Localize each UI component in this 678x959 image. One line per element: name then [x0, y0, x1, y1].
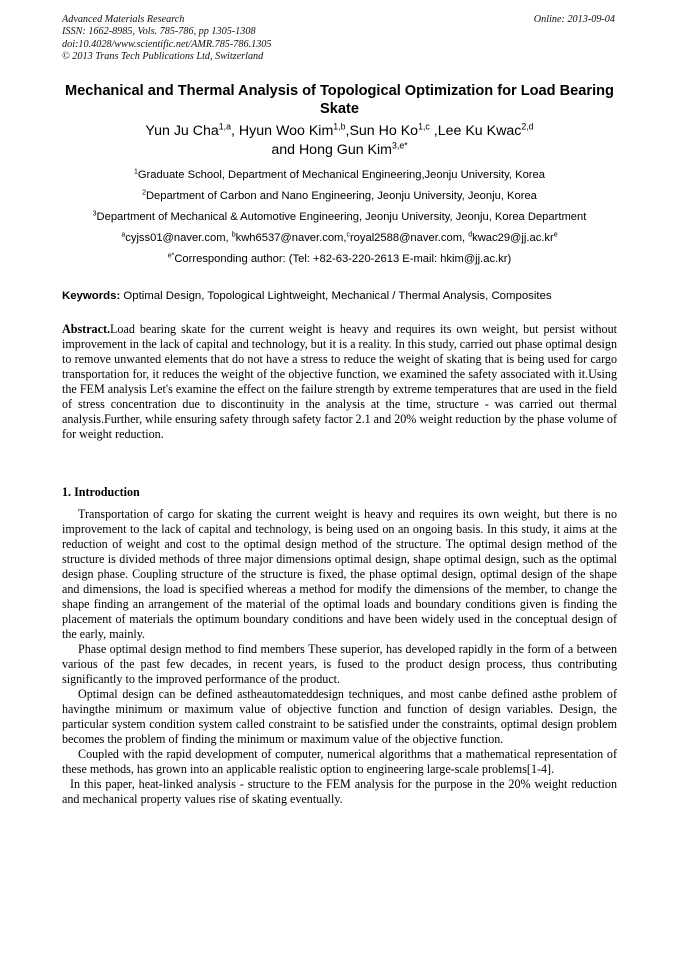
journal-name: Advanced Materials Research — [62, 14, 185, 25]
affiliation-1 — [58, 168, 621, 182]
section-heading: 1. Introduction — [62, 485, 140, 499]
corresponding-mark: e* — [167, 252, 175, 260]
author-list: Yun Ju Cha$^{1,a}$, Hyun Woo Kim$^{1,b}$,Sun Ho Ko$^{1,c}$ ,Lee Ku Kwac$^{2,d}$ and Hong Gun Kim$^{3,e*}$ — [145, 121, 534, 158]
affiliation-number: 1 — [134, 168, 138, 176]
author-affiliation-mark: 1,b — [333, 121, 346, 132]
affiliation-number: 3 — [92, 210, 97, 218]
journal-header — [62, 14, 271, 64]
author-name: and Hong Gun Kim — [271, 142, 392, 158]
journal-copyright: © 2013 Trans Tech Publications Ltd, Switzerland — [62, 51, 264, 63]
paragraph: In this paper, heat-linked analysis - structure to the FEM analysis for the purpose in the 20% weight reduction and mechanical property values rise of skating eventually. — [62, 777, 617, 806]
affiliation-text: Department of Mechanical & Automotive Engineering, Jeonju University, Jeonju, Korea Department — [96, 211, 587, 223]
affiliation-number: 2 — [142, 189, 146, 197]
email-mark: c — [346, 231, 350, 239]
online-date: Online: 2013-09-04 — [533, 14, 615, 25]
corresponding-text: Corresponding author: (Tel: +82-63-220-2613 E-mail: hkim@jj.ac.kr) — [174, 253, 512, 265]
affiliation-3 — [58, 210, 621, 224]
introduction-body — [62, 507, 617, 807]
email-link[interactable]: cyjss01@naver.com, — [125, 232, 232, 244]
journal-issn: ISSN: 1662-8985, Vols. 785-786, pp 1305-1308 — [62, 26, 256, 38]
abstract — [62, 322, 617, 442]
email-mark: b — [231, 231, 236, 239]
keywords-text: Optimal Design, Topological Lightweight, Mechanical / Thermal Analysis, Composites — [120, 290, 552, 302]
affiliation-text: Department of Carbon and Nano Engineering, Jeonju University, Jeonju, Korea — [145, 190, 537, 202]
author-name: Hyun Woo Kim — [238, 123, 334, 139]
journal-doi: doi:10.4028/www.scientific.net/AMR.785-786.1305 — [62, 38, 272, 50]
author-affiliation-mark: 1,c — [418, 121, 430, 132]
paper-title: Mechanical and Thermal Analysis of Topological Optimization for Load Bearing Skate — [65, 83, 614, 117]
keywords-label: Keywords: — [62, 290, 121, 302]
email-mark: a — [121, 231, 126, 239]
author-affiliation-mark: 3,e* — [392, 140, 408, 151]
email-link[interactable]: kwh6537@naver.com, — [235, 232, 347, 244]
author-name: Sun Ho Ko — [349, 123, 419, 139]
abstract-label: Abstract. — [62, 322, 111, 336]
email-link[interactable]: kwac29@jj.ac.kr — [472, 232, 554, 244]
paragraph: Transportation of cargo for skating the current weight is heavy and requires its own weight, but there is no improvement to the lack of capital and technology, is being used on an ongoing basis. In this study, it aims at the reduction of weight and cost to the optimal design method of the structure. The optimal design method of the structure is divided methods of three major dimensions optimal design, shape optimal design, such as the optimal design phase. Coupling structure of the structure is fixed, the phase optimal design, optimal design of the shape and dimensions, the load is specified whereas a method for modify the dimensions of the member, to change the shape finding an arrangement of the material of the optimal loads and boundary conditions given is finding the placement of materials the optimum boundary conditions and have been widely used in the conceptual design of the early, mainly. — [62, 507, 617, 641]
email-link[interactable]: royal2588@naver.com, — [349, 232, 469, 244]
author-emails — [58, 231, 621, 245]
author-name: Yun Ju Cha — [145, 123, 219, 139]
author-name: Lee Ku Kwac — [437, 123, 522, 139]
author-affiliation-mark: 2,d — [521, 121, 534, 132]
paragraph: Coupled with the rapid development of computer, numerical algorithms that a mathematical representation of these methods, has grown into an applicable realistic option to engineering large-scale problems[1-4]. — [62, 747, 617, 776]
corresponding-author — [58, 252, 621, 266]
email-mark: d — [468, 231, 473, 239]
paragraph: Optimal design can be defined astheautomateddesign techniques, and most canbe defined asthe problem of havingthe minimum or maximum value of objective function and function of design variables. Design, the particular system condition system called constraint to be satisfied under the constraints, optimal design problem becomes the problem of finding the minimum or maximum value of the objective function. — [62, 687, 617, 746]
author-affiliation-mark: 1,a — [218, 121, 232, 132]
affiliation-text: Graduate School, Department of Mechanical Engineering,Jeonju University, Korea — [137, 169, 545, 181]
paragraph: Phase optimal design method to find members These superior, has developed rapidly in the form of a between various of the past few decades, in recent years, is fused to the product design process, thus contributing significantly to the improved performance of the product. — [62, 642, 617, 686]
affiliation-2 — [58, 189, 621, 203]
abstract-text: Load bearing skate for the current weight is heavy and requires its own weight, but persist without improvement in the lack of capital and technology, but it is a reality. In this study, carried out phase optimal design to remove unwanted elements that do not have a stress to reduce the weight of skating that is being used for cargo transportation for, it reduces the weight of the objective function, we examined the safety associated with it.Using the FEM analysis Let's examine the effect on the failure strength by extreme temperatures that are used in the field of stress concentration due to discontinuity in the analysis at the time, structure - was carried out thermal analysis.Further, while ensuring safety through safety factor 2.1 and 20% weight reduction by the phase volume of for weight reduction. — [62, 322, 617, 441]
keywords — [62, 289, 617, 303]
email-mark: e — [553, 231, 558, 239]
